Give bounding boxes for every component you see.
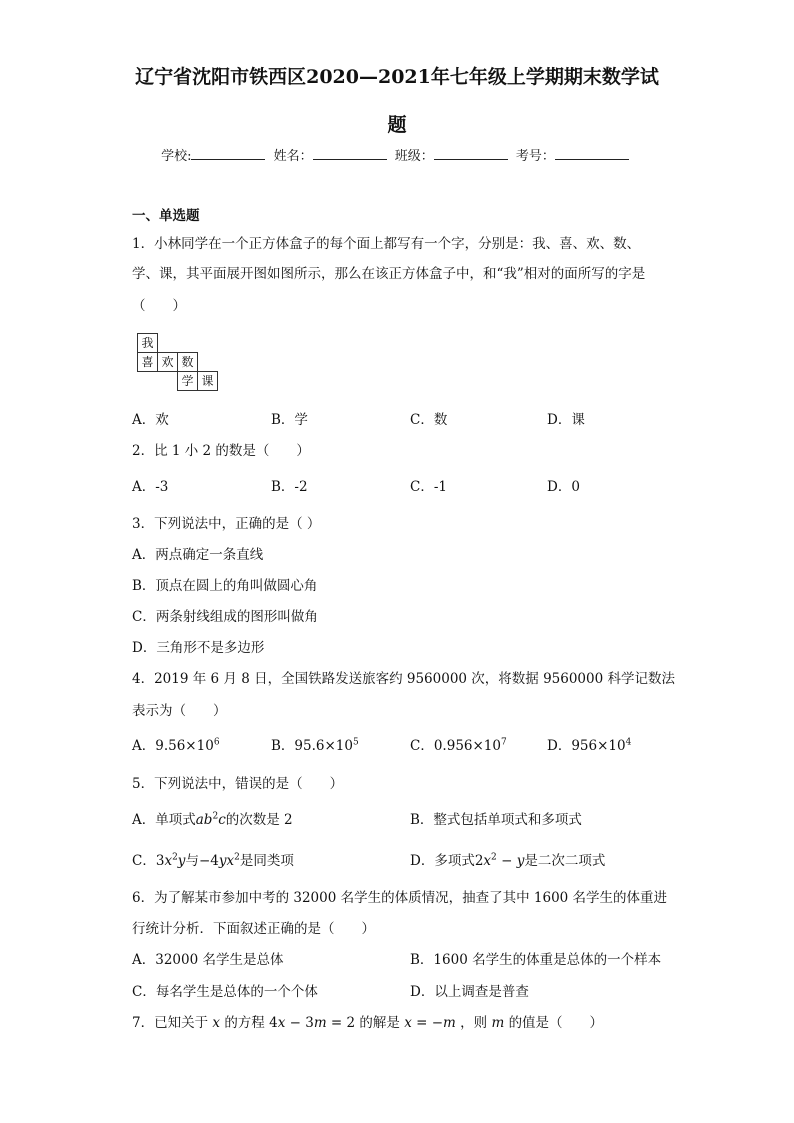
q1-option-a[interactable]: A．欢 xyxy=(132,412,169,428)
net-cell-ke: 课 xyxy=(197,371,218,391)
q5-option-a[interactable]: A．单项式$ab^2c$的次数是 2 xyxy=(132,811,293,828)
q1-stem-line1: 1．小林同学在一个正方体盒子的每个面上都写有一个字，分别是：我、喜、欢、数、 xyxy=(132,236,641,252)
net-cell-wo: 我 xyxy=(137,333,158,353)
school-blank[interactable] xyxy=(191,144,265,160)
q5-option-b[interactable]: B．整式包括单项式和多项式 xyxy=(410,812,582,828)
section-heading: 一、单选题 xyxy=(132,208,200,224)
net-cell-xi: 喜 xyxy=(137,352,158,372)
q4-stem-line2: 表示为（ ） xyxy=(132,703,227,719)
q3-option-b[interactable]: B．顶点在圆上的角叫做圆心角 xyxy=(132,578,318,594)
q2-stem: 2．比 1 小 2 的数是（ ） xyxy=(132,443,310,459)
q5-option-d[interactable]: D．多项式$2x^2 - y$是二次二项式 xyxy=(410,852,606,869)
name-blank[interactable] xyxy=(313,144,387,160)
class-blank[interactable] xyxy=(434,144,508,160)
q6-option-a[interactable]: A．32000 名学生是总体 xyxy=(132,952,284,968)
q5-stem: 5．下列说法中，错误的是（ ） xyxy=(132,776,344,792)
number-blank[interactable] xyxy=(555,144,629,160)
q3-stem: 3．下列说法中，正确的是（ ） xyxy=(132,516,321,532)
q1-option-b[interactable]: B．学 xyxy=(271,412,308,428)
q4-option-c[interactable]: C．$0.956\times 10^7$ xyxy=(410,737,507,754)
q1-option-c[interactable]: C．数 xyxy=(410,412,448,428)
q4-stem-line1: 4．2019 年 6 月 8 日，全国铁路发送旅客约 9560000 次，将数据 9560000 科学记数法 xyxy=(132,671,675,687)
q6-option-d[interactable]: D．以上调查是普查 xyxy=(410,984,529,1000)
q6-stem-line2: 行统计分析．下面叙述正确的是（ ） xyxy=(132,921,375,937)
q2-option-a[interactable]: A．-3 xyxy=(132,479,169,495)
q2-option-d[interactable]: D．0 xyxy=(547,479,580,495)
name-label: 姓名： xyxy=(273,149,313,164)
number-label: 考号： xyxy=(515,149,555,164)
q1-option-d[interactable]: D．课 xyxy=(547,412,585,428)
q5-option-c[interactable]: C．$3x^2y$与$-4yx^2$是同类项 xyxy=(132,852,294,869)
q7-stem: 7．已知关于 x 的方程 4x − 3m = 2 的解是 x = −m ，则 m 的值是（ ） xyxy=(132,1015,604,1031)
q2-option-c[interactable]: C．-1 xyxy=(410,479,447,495)
q6-option-b[interactable]: B．1600 名学生的体重是总体的一个样本 xyxy=(410,952,662,968)
q2-option-b[interactable]: B．-2 xyxy=(271,479,308,495)
q4-option-b[interactable]: B．$95.6\times 10^5$ xyxy=(271,737,359,754)
q4-option-d[interactable]: D．$956\times 10^4$ xyxy=(547,737,632,754)
q1-stem-line3: （ ） xyxy=(132,298,186,314)
q1-stem-line2: 学、课，其平面展开图如图所示，那么在该正方体盒子中，和“我”相对的面所写的字是 xyxy=(132,266,646,282)
net-cell-huan: 欢 xyxy=(157,352,178,372)
q3-option-c[interactable]: C．两条射线组成的图形叫做角 xyxy=(132,609,318,625)
q3-option-a[interactable]: A．两点确定一条直线 xyxy=(132,547,264,563)
q4-option-a[interactable]: A．$9.56\times 10^6$ xyxy=(132,737,220,754)
q6-option-c[interactable]: C．每名学生是总体的一个个体 xyxy=(132,984,318,1000)
school-label: 学校: xyxy=(161,149,192,164)
q6-stem-line1: 6．为了解某市参加中考的 32000 名学生的体质情况，抽查了其中 1600 名学生的体重进 xyxy=(132,890,668,906)
net-cell-shu: 数 xyxy=(177,352,198,372)
student-info-row xyxy=(0,144,794,167)
class-label: 班级： xyxy=(394,149,434,164)
net-cell-xue: 学 xyxy=(177,371,198,391)
exam-title-line1: 辽宁省沈阳市铁西区2020—2021年七年级上学期期末数学试 xyxy=(135,66,659,88)
q3-option-d[interactable]: D．三角形不是多边形 xyxy=(132,640,265,656)
exam-title-line2: 题 xyxy=(387,114,407,136)
